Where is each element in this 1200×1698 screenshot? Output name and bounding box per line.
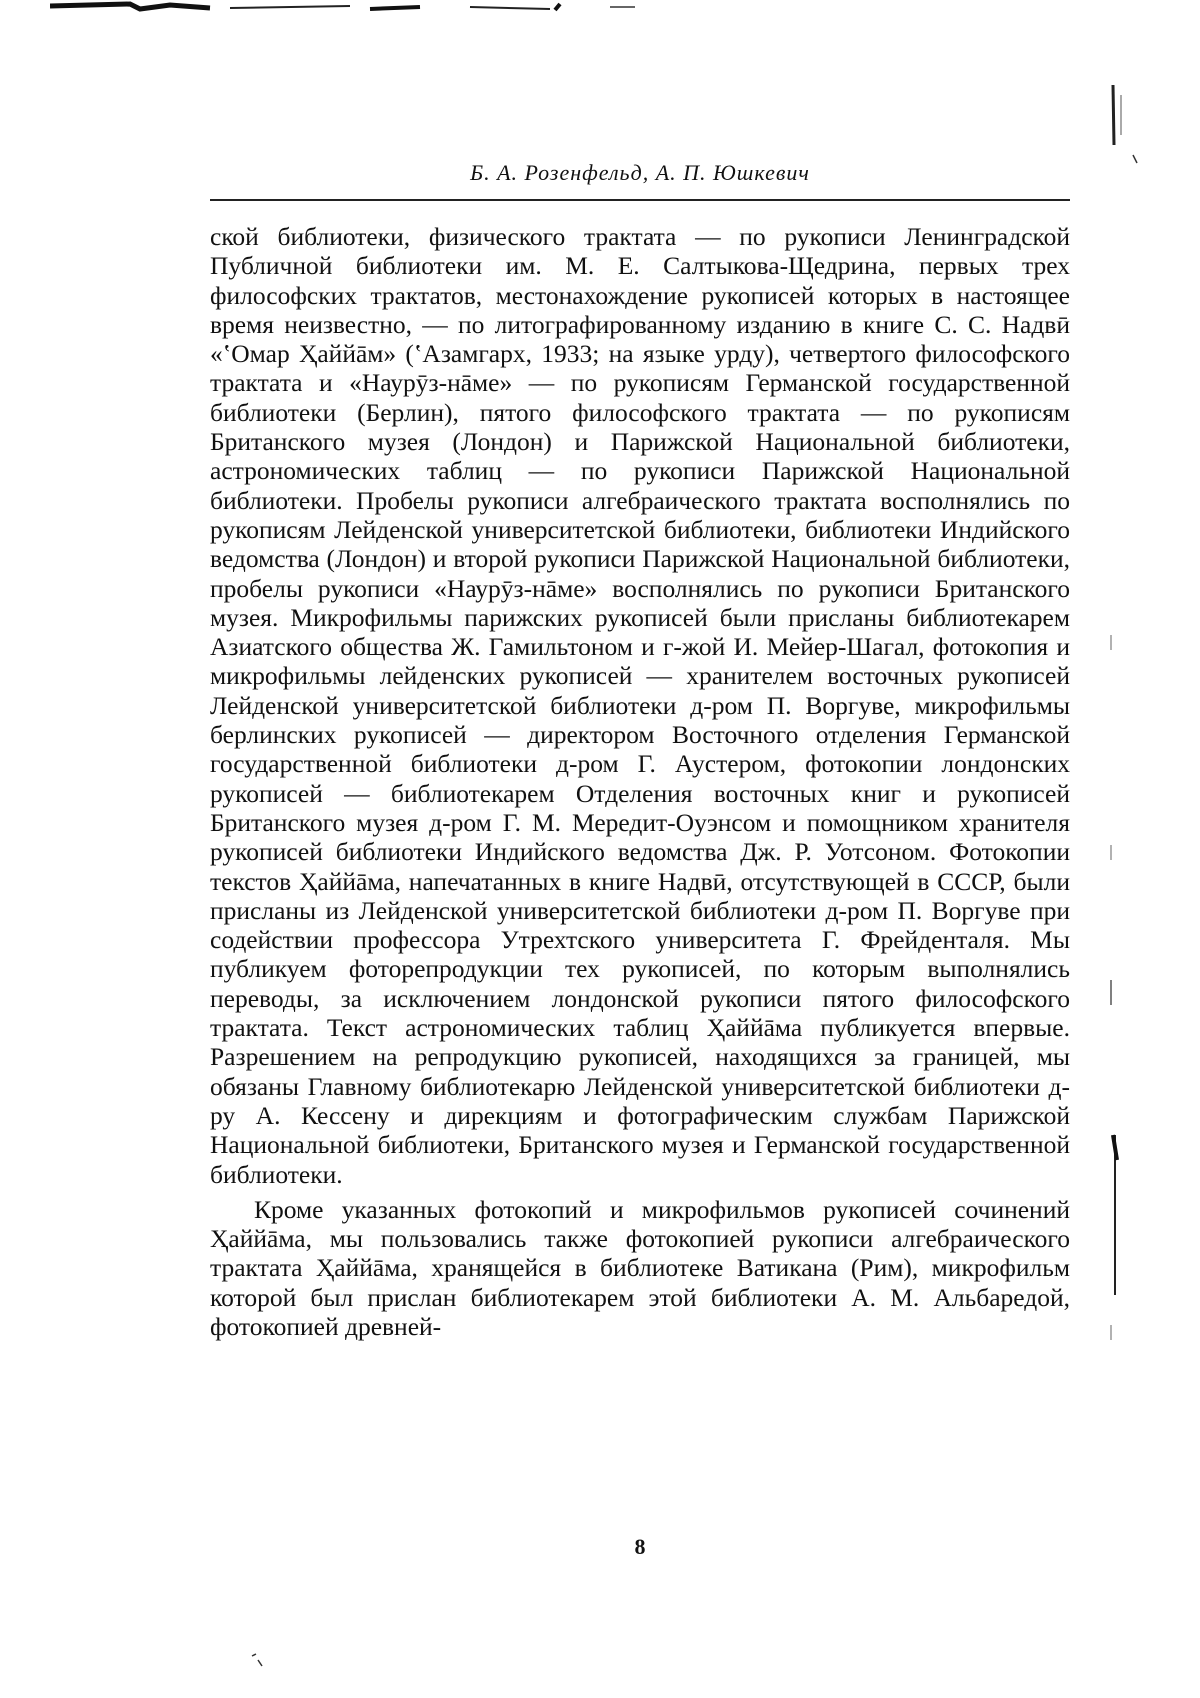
- running-head-rule: [210, 199, 1070, 201]
- scan-artifact-right-margin: [1105, 75, 1165, 1395]
- scan-artifact-bottom: [250, 1650, 270, 1670]
- paragraph-1: ской библиотеки, физического трактата — по рукописи Ленинградской Публичной библиотеки им. М. Е. Салтыкова-Щедрина, первых трех философских трактатов, местонахождение рукописей которых в настоящее время неизвестно, — по литографированному изданию в книге С. С. Надвӣ «ʽОмар Ҳаййāм» (ʽАзамгарх, 1933; на языке урду), четвертого философского трактата и «Наурӯз-нāме» — по рукописям Германской государственной библиотеки (Берлин), пятого философского трактата — по рукописям Британского музея (Лондон) и Парижской Национальной библиотеки, астрономических таблиц — по рукописи Парижской Национальной библиотеки. Пробелы рукописи алгебраического трактата восполнялись по рукописям Лейденской университетской библиотеки, библиотеки Индийского ведомства (Лондон) и второй рукописи Парижской Национальной библиотеки, пробелы рукописи «Наурӯз-нāме» восполнялись по рукописи Британского музея. Микрофильмы парижских рукописей были присланы библиотекарем Азиатского общества Ж. Гамильтоном и г-жой И. Мейер-Шагал, фотокопия и микрофильмы лейденских рукописей — хранителем восточных рукописей Лейденской университетской библиотеки д-ром П. Воргуве, микрофильмы берлинских рукописей — директором Восточного отделения Германской государственной библиотеки д-ром Г. Аустером, фотокопии лондонских рукописей — библиотекарем Отделения восточных книг и рукописей Британского музея д-ром Г. М. Мередит-Оуэнсом и помощником хранителя рукописей библиотеки Индийского ведомства Дж. Р. Уотсоном. Фотокопии текстов Ҳаййāма, напечатанных в книге Надвӣ, отсутствующей в СССР, были присланы из Лейденской университетской библиотеки д-ром П. Воргуве при содействии профессора Утрехтского университета Г. Фрейденталя. Мы публикуем фоторепродукции тех рукописей, по которым выполнялись переводы, за исключением лондонской рукописи пятого философского трактата. Текст астрономических таблиц Ҳаййāма публикуется впервые. Разрешением на репродукцию рукописей, находящихся за границей, мы обязаны Главному библиотекарю Лейденской университетской библиотеки д-ру А. Кессену и дирекциям и фотографическим службам Парижской Национальной библиотеки, Британского музея и Германской государственной библиотеки.: [210, 222, 1070, 1189]
- scan-artifact-top: [50, 0, 730, 14]
- body-text: [210, 222, 1070, 1341]
- paragraph-2: Кроме указанных фотокопий и микрофильмов рукописей сочинений Ҳаййāма, мы пользовались также фотокопией рукописи алгебраического трактата Ҳаййāма, хранящейся в библиотеке Ватикана (Рим), микрофильм которой был прислан библиотекарем этой библиотеки А. М. Альбаредой, фотокопией древней-: [210, 1195, 1070, 1341]
- running-head: Б. А. Розенфельд, А. П. Юшкевич: [210, 160, 1070, 186]
- page-number: 8: [590, 1534, 690, 1560]
